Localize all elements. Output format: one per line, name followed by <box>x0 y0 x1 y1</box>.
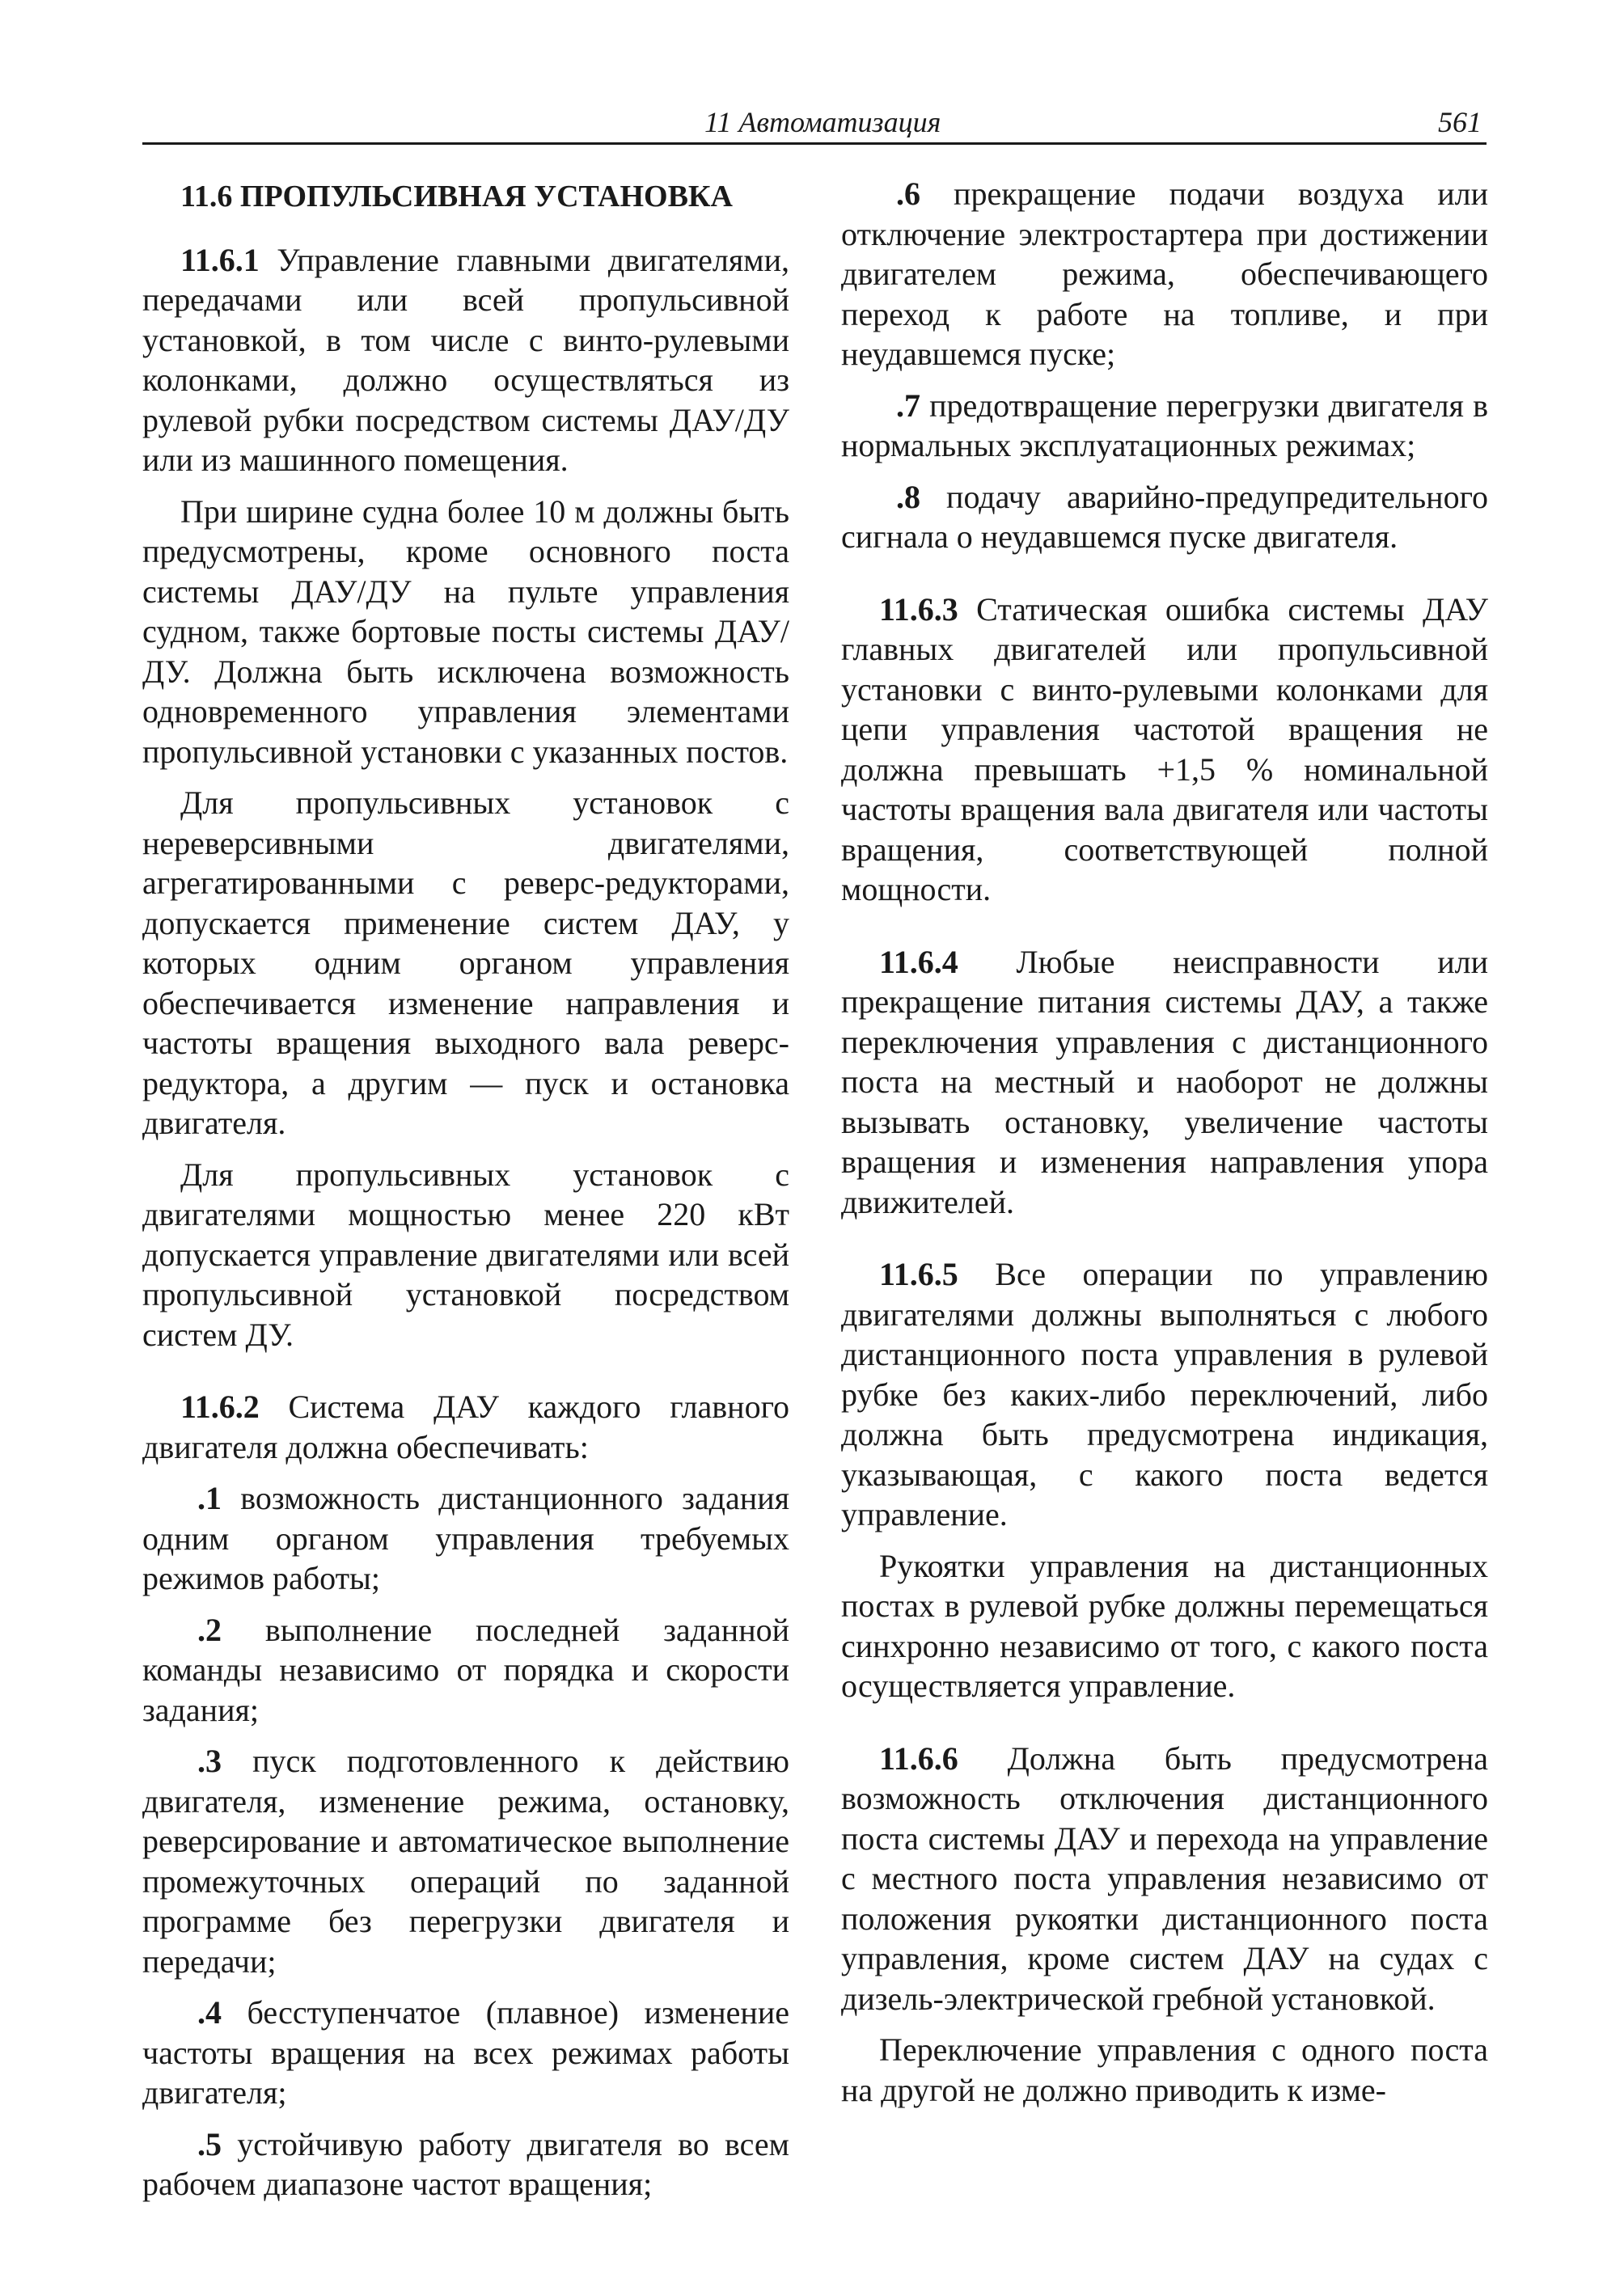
paragraph-11-6-2 <box>142 1387 789 1467</box>
item-text: устойчивую работу двигателя во всем рабочем диапазоне частот вращения; <box>142 2125 789 2202</box>
clause-number: 11.6.1 <box>180 241 260 278</box>
list-item <box>841 477 1488 557</box>
paragraph-text: Статическая ошибка системы ДАУ главных двигателей или пропульсивной установки с винто-рулевыми колонками для цепи управления частотой вращения не должна превышать +1,5 % номинальной частоты вращения вала двигателя или частоты вращения, соответствующей полной мощности. <box>841 590 1488 907</box>
item-number: .6 <box>896 175 920 212</box>
item-number: .2 <box>197 1611 222 1648</box>
item-text: предотвращение перегрузки двигателя в нормальных эксплуатационных режимах; <box>841 387 1488 463</box>
paragraph-11-6-4 <box>841 942 1488 1223</box>
item-text: выполнение последней заданной команды независимо от порядка и скорости задания; <box>142 1611 789 1728</box>
item-number: .5 <box>197 2125 222 2162</box>
list-item <box>142 1478 789 1599</box>
list-item <box>841 386 1488 466</box>
clause-number: 11.6.3 <box>879 590 958 628</box>
list-item <box>142 1741 789 1981</box>
paragraph: Переключение управления с одного поста на другой не должно приводить к изме- <box>841 2031 1488 2108</box>
page-number: 561 <box>1438 106 1482 138</box>
paragraph: Для пропульсивных установок с двигателями мощностью менее 220 кВт допускается управление двигателями или всей пропульсивной установкой посредством систем ДУ. <box>142 1156 789 1353</box>
item-number: .4 <box>197 1994 222 2031</box>
item-number: .3 <box>197 1743 222 1779</box>
paragraph-text: Любые неисправности или прекращение питания системы ДАУ, а также переключения управления с дистанционного поста на местный и наоборот не должны вызывать остановку, увеличение частоты вращения и изменения направления упора движителей. <box>841 943 1488 1220</box>
paragraph: Рукоятки управления на дистанционных постах в рулевой рубке должны перемещаться синхронно независимо от того, с какого поста осуществляется управление. <box>841 1547 1488 1704</box>
paragraph-text: Все операции по управлению двигателями должны выполняться с любого дистанционного поста управления в рулевой рубке без каких-либо переключений, либо должна быть предусмотрена индикация, указывающая, с какого поста ведется управление. <box>841 1256 1488 1532</box>
paragraph-text: Система ДАУ каждого главного двигателя должна обеспечивать: <box>142 1389 789 1465</box>
paragraph-text: Управление главными двигателями, передачами или всей пропульсивной установкой, в том числе с винто-рулевыми колонками, должно осуществляться из рулевой рубки посредством системы ДАУ/ДУ или из машинного помещения. <box>142 241 789 478</box>
item-number: .7 <box>896 387 920 424</box>
list-item <box>142 1993 789 2113</box>
list-item <box>841 174 1488 374</box>
item-text: возможность дистанционного задания одним органом управления требуемых режимов работы; <box>142 1480 789 1596</box>
paragraph: Для пропульсивных установок с нереверсивными двигателями, агрегатированными с реверс-редукторами, допускается применение систем ДАУ, у которых одним органом управления обеспечивается изменение направления и частоты вращения выходного вала реверс-редуктора, а другим — пуск и остановка двигателя. <box>142 784 789 1141</box>
chapter-title: 11 Автоматизация <box>704 106 941 138</box>
left-column <box>142 174 789 2204</box>
running-header <box>142 102 1487 145</box>
paragraph-11-6-5 <box>841 1254 1488 1535</box>
right-column <box>841 174 1488 2110</box>
paragraph-text: Должна быть предусмотрена возможность отключения дистанционного поста системы ДАУ и перехода на управление с местного поста управления независимо от положения рукоятки дистанционного поста управления, кроме систем ДАУ на судах с дизель-электрической гребной установкой. <box>841 1739 1488 2017</box>
item-text: пуск подготовленного к действию двигателя, изменение режима, остановку, реверсирование и автоматическое выполнение промежуточных операций по заданной программе без перегрузки двигателя и передачи; <box>142 1743 789 1980</box>
section-title: 11.6 ПРОПУЛЬСИВНАЯ УСТАНОВКА <box>180 180 733 213</box>
clause-number: 11.6.4 <box>879 943 958 980</box>
item-text: прекращение подачи воздуха или отключение электростартера при достижении двигателем режима, обеспечивающего переход к работе на топливе, и при неудавшемся пуске; <box>841 175 1488 372</box>
item-text: бесступенчатое (плавное) изменение частоты вращения на всех режимах работы двигателя; <box>142 1994 789 2111</box>
paragraph: При ширине судна более 10 м должны быть предусмотрены, кроме основного поста системы ДАУ/ДУ на пульте управления судном, также бортовые посты системы ДАУ/ДУ. Должна быть исключена возможность одновременного управления элементами пропульсивной установки с указанных постов. <box>142 492 789 770</box>
clause-number: 11.6.2 <box>180 1389 260 1425</box>
clause-number: 11.6.5 <box>879 1256 958 1292</box>
clause-number: 11.6.6 <box>879 1739 958 1777</box>
item-number: .1 <box>197 1480 222 1516</box>
item-text: подачу аварийно-предупредительного сигнала о неудавшемся пуске двигателя. <box>841 478 1488 555</box>
list-item <box>142 2124 789 2204</box>
list-item <box>142 1610 789 1731</box>
paragraph-11-6-3 <box>841 590 1488 910</box>
paragraph-11-6-6 <box>841 1739 1488 2019</box>
item-number: .8 <box>896 478 920 515</box>
paragraph-11-6-1 <box>142 240 789 480</box>
